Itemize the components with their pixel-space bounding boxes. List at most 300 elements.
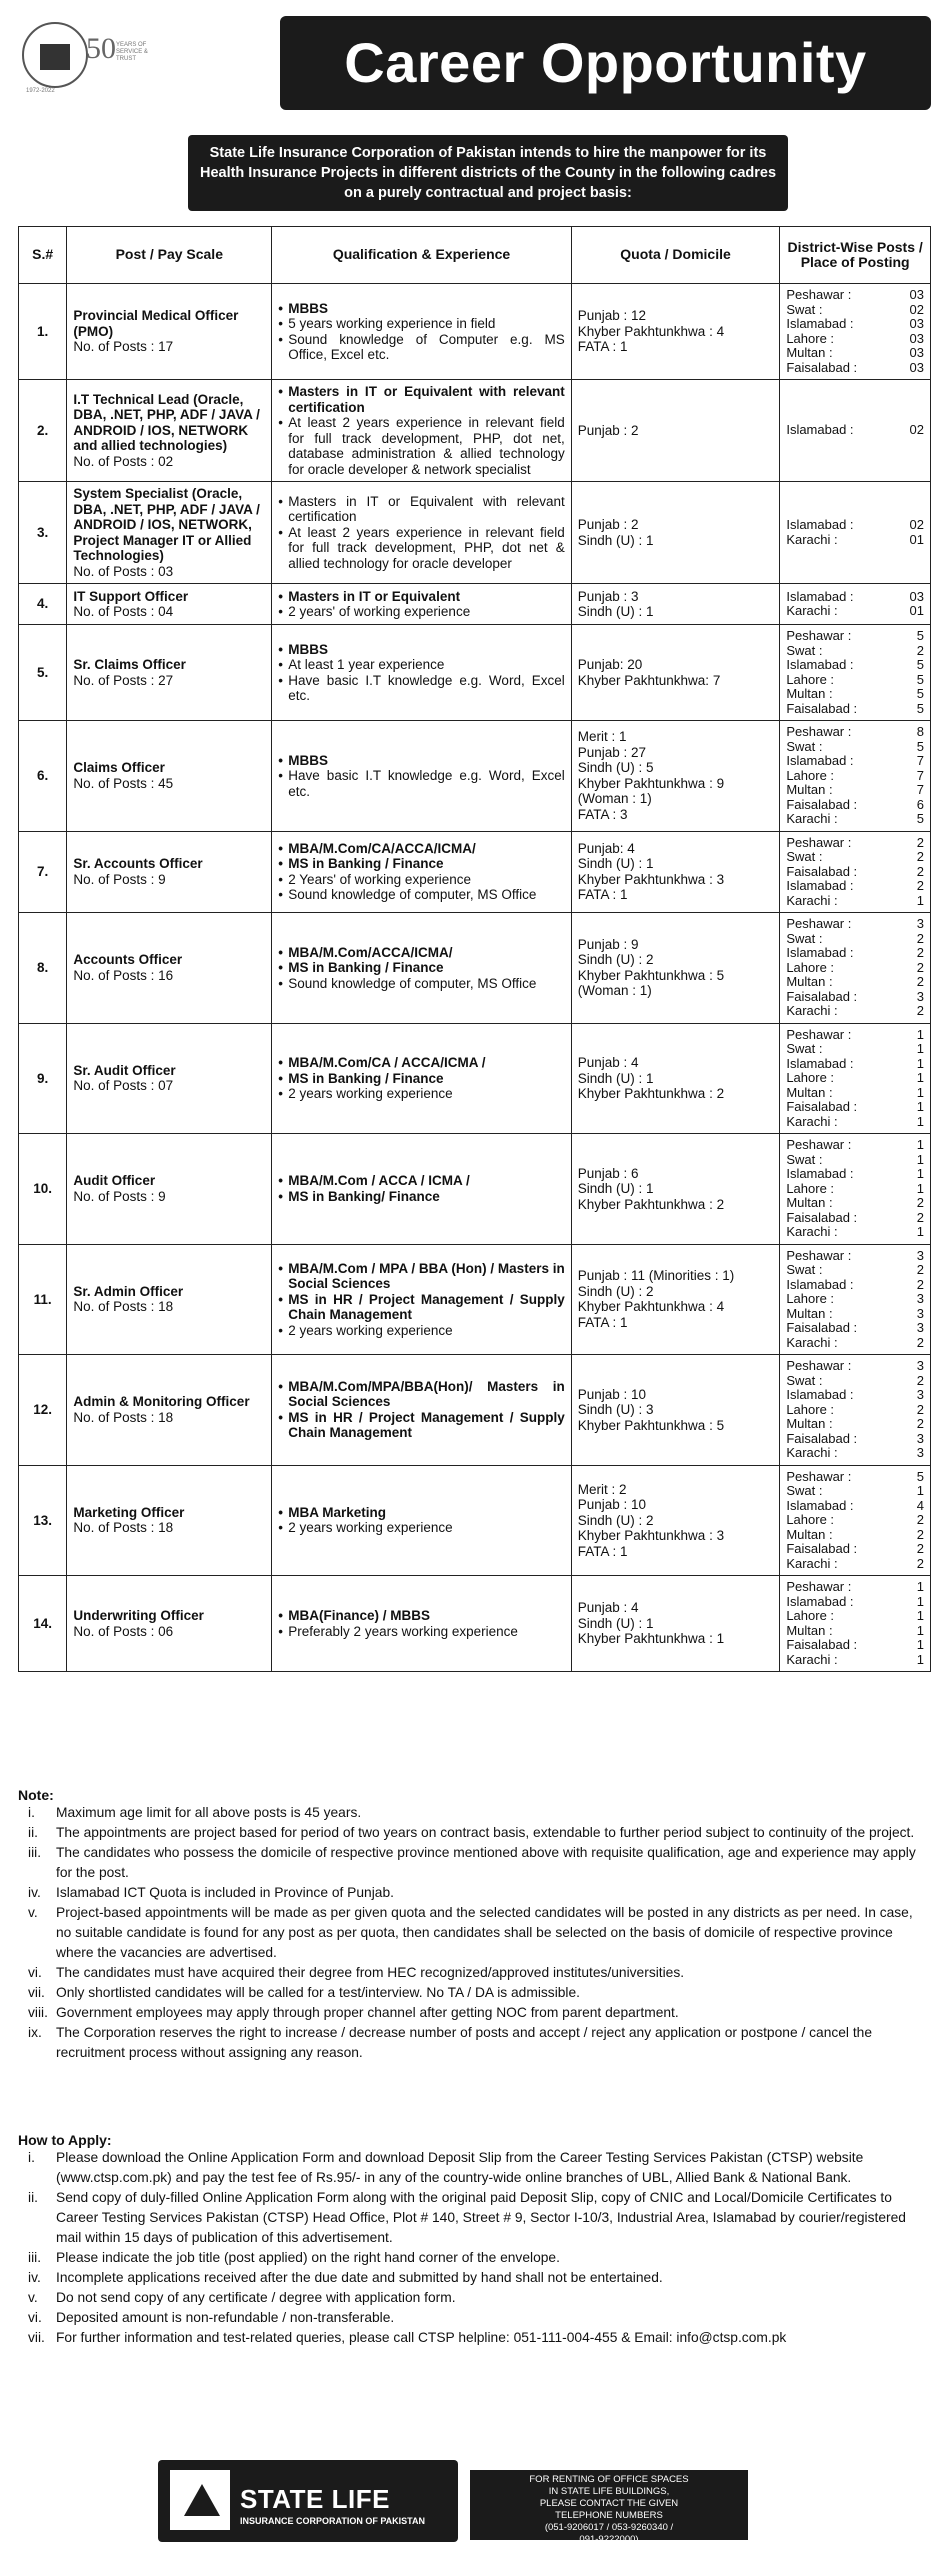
item-text: Islamabad ICT Quota is included in Province of Punjab. (56, 1885, 394, 1900)
quota-cell (571, 1576, 780, 1672)
quota-line: Punjab: 4 (577, 840, 635, 856)
district-line (786, 1086, 924, 1101)
district-name: Multan : (786, 1305, 833, 1321)
state-life-emblem-icon (170, 2470, 230, 2530)
district-count: 02 (909, 422, 924, 438)
header-quota: Quota / Domicile (571, 227, 780, 284)
logo-circle-icon (22, 22, 88, 88)
quota-cell (571, 1023, 780, 1134)
district-line (786, 1653, 924, 1668)
district-name: Lahore : (786, 1180, 835, 1196)
apply-item (18, 2328, 931, 2348)
post-cell (67, 831, 272, 913)
district-name: Peshawar : (786, 1137, 852, 1152)
logo-years: 1972-2022 (26, 88, 55, 94)
quota-line: (Woman : 1) (577, 983, 652, 999)
post-count: No. of Posts : 45 (73, 775, 174, 791)
district-name: Islamabad : (786, 1593, 854, 1609)
page-title: Career Opportunity (344, 31, 867, 94)
post-cell (67, 625, 272, 721)
district-count: 3 (916, 1320, 924, 1335)
apply-item (18, 2188, 931, 2248)
renting-line: TELEPHONE NUMBERS (555, 2510, 663, 2521)
district-line (786, 1153, 924, 1168)
district-name: Swat : (786, 301, 823, 317)
district-count: 2 (916, 834, 924, 850)
district-line (786, 1057, 924, 1072)
row-number: 2. (19, 380, 67, 482)
district-name: Lahore : (786, 1512, 835, 1527)
note-item (18, 1963, 931, 1983)
district-line (786, 1484, 924, 1499)
item-number: ii. (28, 2190, 38, 2205)
post-count: No. of Posts : 18 (73, 1299, 174, 1315)
qualification-item: • MS in Banking / Finance (278, 856, 564, 872)
district-cell (780, 284, 931, 380)
qualification-item: • MBA/M.Com / MPA / BBA (Hon) / Masters in Social Sciences (278, 1261, 564, 1292)
district-count: 2 (916, 930, 924, 946)
item-text: Send copy of duly-filled Online Application Form along with the original paid Deposit Slip, copy of CNIC and Local/Domicile Certificates to Career Testing Services Pakistan (CTSP) Head Office, Plot # 140, Street # 9, Sector I-10/3, Industrial Area, Islamabad by courier/registered mail within 15 days of publication of this advertisement. (56, 2190, 906, 2245)
post-cell (67, 1023, 272, 1134)
district-name: Karachi : (786, 1003, 838, 1018)
table-row (19, 482, 931, 584)
item-text: Only shortlisted candidates will be called for a test/interview. No TA / DA is admissible. (56, 1985, 581, 2000)
district-line (786, 1528, 924, 1543)
quota-cell (571, 380, 780, 482)
post-count: No. of Posts : 9 (73, 871, 166, 887)
quota-line: Punjab : 2 (577, 517, 639, 532)
district-name: Multan : (786, 1526, 833, 1542)
header-sn: S.# (19, 227, 67, 284)
district-line (786, 725, 924, 740)
district-cell (780, 1134, 931, 1245)
district-count: 3 (916, 1445, 924, 1460)
district-name: Islamabad : (786, 588, 854, 604)
post-cell (67, 584, 272, 625)
apply-item (18, 2248, 931, 2268)
item-number: vii. (28, 1985, 45, 2000)
qualification-list (278, 1608, 564, 1639)
district-count: 2 (916, 878, 924, 893)
renting-line: PLEASE CONTACT THE GIVEN (539, 2498, 679, 2509)
district-line (786, 1307, 924, 1322)
district-name: Swat : (786, 930, 823, 946)
qualification-item: • MBBS (278, 301, 564, 317)
apply-item (18, 2308, 931, 2328)
note-item (18, 1843, 931, 1883)
post-cell (67, 1576, 272, 1672)
table-row (19, 1023, 931, 1134)
row-number: 6. (19, 721, 67, 832)
district-count: 1 (916, 1137, 924, 1152)
district-line (786, 850, 924, 865)
district-name: Faisalabad : (786, 1320, 858, 1335)
qualification-list (278, 1055, 564, 1102)
row-number: 13. (19, 1465, 67, 1576)
table-row (19, 1355, 931, 1466)
post-name: Audit Officer (73, 1173, 156, 1189)
district-line (786, 975, 924, 990)
row-number: 7. (19, 831, 67, 913)
qualification-list (278, 945, 564, 992)
district-line (786, 783, 924, 798)
district-line (786, 423, 924, 438)
brand-subtitle: INSURANCE CORPORATION OF PAKISTAN (240, 2516, 426, 2526)
quota-line: Sindh (U) : 2 (577, 1283, 654, 1299)
qualification-list (278, 494, 564, 572)
quota-line: Punjab: 20 (577, 657, 643, 672)
post-name: Marketing Officer (73, 1504, 185, 1520)
district-count: 2 (916, 959, 924, 975)
quota-line: Sindh (U) : 2 (577, 952, 654, 968)
district-line (786, 702, 924, 717)
table-row (19, 1465, 931, 1576)
qualification-item: • MBA/M.Com/MPA/BBA(Hon)/ Masters in Social Sciences (278, 1379, 564, 1410)
district-line (786, 1638, 924, 1653)
district-name: Faisalabad : (786, 863, 858, 879)
district-count: 03 (909, 330, 924, 346)
qualification-cell (272, 1355, 571, 1466)
quota-line: Khyber Pakhtunkhwa : 9 (577, 775, 725, 791)
district-name: Multan : (786, 782, 833, 797)
note-item (18, 1823, 931, 1843)
quota-line: Sindh (U) : 1 (577, 532, 654, 548)
district-name: Lahore : (786, 1608, 835, 1623)
qualification-item: • Masters in IT or Equivalent with relevant certification (278, 384, 564, 415)
quota-line: Sindh (U) : 2 (577, 1512, 654, 1528)
table-row (19, 380, 931, 482)
post-cell (67, 913, 272, 1024)
district-line (786, 346, 924, 361)
district-name: Peshawar : (786, 834, 852, 850)
district-count: 8 (916, 724, 924, 739)
district-name: Swat : (786, 1151, 823, 1167)
district-count: 01 (909, 603, 924, 618)
district-name: Faisalabad : (786, 1430, 858, 1446)
district-name: Peshawar : (786, 1358, 852, 1373)
district-line (786, 317, 924, 332)
qualification-list (278, 753, 564, 800)
quota-line: FATA : 1 (577, 887, 628, 903)
district-line (786, 1499, 924, 1514)
district-count: 1 (916, 1055, 924, 1071)
item-text: The candidates who possess the domicile of respective province mentioned above with requisite qualification, age and experience may apply for the post. (56, 1845, 916, 1880)
district-name: Islamabad : (786, 1055, 854, 1071)
qualification-list (278, 1173, 564, 1204)
post-name: System Specialist (Oracle, DBA, .NET, PHP, ADF / JAVA / ANDROID / IOS, NETWORK, Project Manager IT or Allied Technologies) (73, 486, 260, 563)
post-count: No. of Posts : 9 (73, 1188, 166, 1204)
item-number: ix. (28, 2025, 42, 2040)
district-line (786, 1595, 924, 1610)
district-name: Faisalabad : (786, 1099, 858, 1114)
district-name: Lahore : (786, 330, 835, 346)
district-name: Lahore : (786, 1401, 835, 1417)
note-item (18, 2003, 931, 2023)
brand-name: STATE LIFE (240, 2484, 390, 2514)
note-item (18, 1803, 931, 1823)
quota-cell (571, 1244, 780, 1355)
district-name: Islamabad : (786, 1166, 854, 1181)
note-item (18, 1883, 931, 1903)
quota-line: Punjab : 4 (577, 1600, 639, 1616)
district-cell (780, 1244, 931, 1355)
district-line (786, 332, 924, 347)
header-qualification: Qualification & Experience (272, 227, 571, 284)
item-text: The candidates must have acquired their degree from HEC recognized/approved institutes/universities. (56, 1965, 685, 1980)
district-count: 03 (909, 345, 924, 360)
district-name: Karachi : (786, 1334, 838, 1350)
district-cell (780, 625, 931, 721)
quota-line: Khyber Pakhtunkhwa : 2 (577, 1086, 725, 1101)
item-number: i. (28, 1805, 35, 1820)
district-count: 2 (916, 849, 924, 864)
post-count: No. of Posts : 06 (73, 1623, 174, 1639)
district-count: 5 (916, 700, 924, 716)
qualification-item: • Sound knowledge of Computer e.g. MS Office, Excel etc. (278, 332, 564, 363)
district-count: 3 (916, 1247, 924, 1263)
district-cell (780, 1576, 931, 1672)
quota-cell (571, 584, 780, 625)
post-name: Sr. Admin Officer (73, 1283, 184, 1299)
district-line (786, 533, 924, 548)
qualification-cell (272, 1244, 571, 1355)
district-count: 7 (916, 767, 924, 783)
district-name: Lahore : (786, 959, 835, 975)
quota-cell (571, 1465, 780, 1576)
post-name: IT Support Officer (73, 588, 189, 604)
district-cell (780, 721, 931, 832)
item-text: Deposited amount is non-refundable / non-transferable. (56, 2310, 395, 2325)
district-line (786, 1513, 924, 1528)
quota-line: (Woman : 1) (577, 791, 652, 807)
district-count: 5 (916, 657, 924, 672)
district-cell (780, 831, 931, 913)
district-name: Peshawar : (786, 1468, 852, 1484)
qualification-cell (272, 831, 571, 913)
district-count: 2 (916, 974, 924, 989)
logo-number: 50 (86, 32, 116, 65)
item-number: iv. (28, 2270, 41, 2285)
quota-cell (571, 625, 780, 721)
qualification-item: • Masters in IT or Equivalent (278, 589, 564, 605)
district-name: Faisalabad : (786, 796, 858, 812)
quota-line: Punjab : 10 (577, 1386, 647, 1402)
district-line (786, 894, 924, 909)
district-count: 1 (916, 1070, 924, 1085)
district-count: 1 (916, 1651, 924, 1667)
quota-line: Khyber Pakhtunkhwa : 4 (577, 1299, 725, 1315)
district-count: 2 (916, 642, 924, 658)
district-name: Multan : (786, 686, 833, 701)
header (18, 0, 931, 120)
qualification-item: • Have basic I.T knowledge e.g. Word, Excel etc. (278, 768, 564, 799)
post-cell (67, 1244, 272, 1355)
district-count: 3 (916, 916, 924, 931)
district-count: 7 (916, 753, 924, 768)
district-line (786, 590, 924, 605)
quota-line: FATA : 1 (577, 339, 628, 355)
post-count: No. of Posts : 03 (73, 563, 174, 579)
quota-line: Punjab : 11 (Minorities : 1) (577, 1268, 735, 1284)
header-post: Post / Pay Scale (67, 227, 272, 284)
qualification-item: • At least 2 years experience in relevant field for full track development, PHP, dot net & allied technology for oracle developer (278, 525, 564, 572)
quota-line: Punjab : 4 (577, 1055, 639, 1070)
district-line (786, 1263, 924, 1278)
item-number: viii. (28, 2005, 48, 2020)
district-cell (780, 1023, 931, 1134)
district-count: 5 (916, 686, 924, 701)
quota-line: Khyber Pakhtunkhwa : 1 (577, 1631, 725, 1647)
qualification-list (278, 1261, 564, 1339)
district-count: 1 (916, 1041, 924, 1056)
district-name: Islamabad : (786, 422, 854, 438)
district-cell (780, 1465, 931, 1576)
district-name: Multan : (786, 1622, 833, 1638)
district-name: Peshawar : (786, 1026, 852, 1042)
district-name: Karachi : (786, 811, 838, 826)
item-text: Please download the Online Application Form and download Deposit Slip from the Career Testing Services Pakistan (CTSP) website (www.ctsp.com.pk) and pay the test fee of Rs.95/- in any of the country-wide online branches of UBL, Allied Bank & National Bank. (56, 2150, 864, 2185)
district-count: 5 (916, 671, 924, 687)
qualification-cell (272, 1023, 571, 1134)
district-name: Lahore : (786, 671, 835, 687)
district-line (786, 1196, 924, 1211)
district-name: Islamabad : (786, 1276, 854, 1292)
district-count: 1 (916, 1224, 924, 1239)
district-count: 1 (916, 1622, 924, 1638)
district-line (786, 961, 924, 976)
district-name: Peshawar : (786, 1247, 852, 1263)
district-line (786, 917, 924, 932)
qualification-item: • At least 1 year experience (278, 657, 564, 673)
district-count: 03 (909, 359, 924, 375)
post-count: No. of Posts : 27 (73, 672, 174, 688)
item-number: v. (28, 1905, 38, 1920)
district-name: Lahore : (786, 1291, 835, 1306)
district-line (786, 361, 924, 376)
quota-line: Khyber Pakhtunkhwa : 5 (577, 967, 725, 983)
row-number: 8. (19, 913, 67, 1024)
note-item (18, 1903, 931, 1963)
table-row (19, 625, 931, 721)
district-name: Multan : (786, 1084, 833, 1100)
qualification-cell (272, 913, 571, 1024)
district-count: 2 (916, 1209, 924, 1225)
note-item (18, 2023, 931, 2063)
district-line (786, 990, 924, 1005)
district-name: Faisalabad : (786, 359, 858, 375)
quota-cell (571, 1355, 780, 1466)
district-count: 2 (916, 1276, 924, 1292)
item-number: v. (28, 2290, 38, 2305)
district-name: Peshawar : (786, 1579, 852, 1594)
district-count: 1 (916, 1151, 924, 1167)
quota-line: FATA : 3 (577, 806, 628, 822)
anniversary-logo (22, 18, 152, 98)
district-count: 2 (916, 1512, 924, 1527)
table-row (19, 1576, 931, 1672)
post-name: Claims Officer (73, 760, 165, 776)
quota-cell (571, 482, 780, 584)
district-name: Faisalabad : (786, 1541, 858, 1556)
qualification-cell (272, 482, 571, 584)
row-number: 12. (19, 1355, 67, 1466)
district-line (786, 769, 924, 784)
quota-line: Khyber Pakhtunkhwa : 3 (577, 1528, 725, 1543)
item-text: For further information and test-related queries, please call CTSP helpline: 051-111-004-455 & Email: info@ctsp.com.pk (56, 2330, 787, 2345)
quota-cell (571, 913, 780, 1024)
quota-cell (571, 284, 780, 380)
district-line (786, 1028, 924, 1043)
quota-line: Merit : 2 (577, 1481, 627, 1497)
district-count: 02 (909, 301, 924, 317)
advertisement (18, 0, 931, 2545)
apply-item (18, 2288, 931, 2308)
quota-line: Sindh (U) : 1 (577, 1181, 654, 1196)
district-name: Faisalabad : (786, 700, 858, 716)
quota-line: Punjab : 12 (577, 308, 647, 324)
qualification-list (278, 1379, 564, 1441)
district-line (786, 865, 924, 880)
district-line (786, 754, 924, 769)
qualification-item: • MS in Banking / Finance (278, 960, 564, 976)
district-count: 1 (916, 1166, 924, 1181)
district-line (786, 1167, 924, 1182)
district-line (786, 673, 924, 688)
post-count: No. of Posts : 16 (73, 967, 174, 983)
district-count: 1 (916, 1593, 924, 1609)
quota-cell (571, 831, 780, 913)
post-cell (67, 482, 272, 584)
district-count: 3 (916, 1291, 924, 1306)
district-line (786, 1417, 924, 1432)
item-text: The appointments are project based for period of two years on contract basis, extendable to further period subject to continuity of the project. (56, 1825, 915, 1840)
district-count: 01 (909, 531, 924, 547)
district-count: 5 (916, 628, 924, 643)
qualification-list (278, 301, 564, 363)
district-name: Multan : (786, 345, 833, 360)
district-name: Swat : (786, 849, 823, 864)
row-number: 3. (19, 482, 67, 584)
quota-cell (571, 1134, 780, 1245)
post-cell (67, 380, 272, 482)
district-line (786, 1470, 924, 1485)
quota-line: FATA : 1 (577, 1543, 628, 1559)
header-district: District-Wise Posts / Place of Posting (780, 227, 931, 284)
title-banner (280, 16, 931, 110)
notes-title: Note: (18, 1787, 54, 1803)
table-row (19, 1134, 931, 1245)
district-count: 1 (916, 1113, 924, 1129)
post-count: No. of Posts : 02 (73, 453, 174, 469)
renting-line: 091-9222000) (579, 2534, 639, 2545)
row-number: 14. (19, 1576, 67, 1672)
quota-line: Khyber Pakhtunkhwa: 7 (577, 672, 721, 688)
district-count: 7 (916, 782, 924, 797)
qualification-item: • MBA/M.Com/ACCA/ICMA/ (278, 945, 564, 961)
post-name: I.T Technical Lead (Oracle, DBA, .NET, PHP, ADF / JAVA / ANDROID / IOS, NETWORK and allied technologies) (73, 391, 260, 454)
district-line (786, 1374, 924, 1389)
item-number: iii. (28, 2250, 42, 2265)
qualification-cell (272, 380, 571, 482)
district-line (786, 1609, 924, 1624)
qualification-list (278, 384, 564, 477)
district-name: Peshawar : (786, 628, 852, 643)
district-count: 3 (916, 1430, 924, 1446)
district-count: 3 (916, 1387, 924, 1402)
quota-line: FATA : 1 (577, 1314, 628, 1330)
quota-line: Punjab : 10 (577, 1497, 647, 1512)
district-count: 2 (916, 1334, 924, 1350)
